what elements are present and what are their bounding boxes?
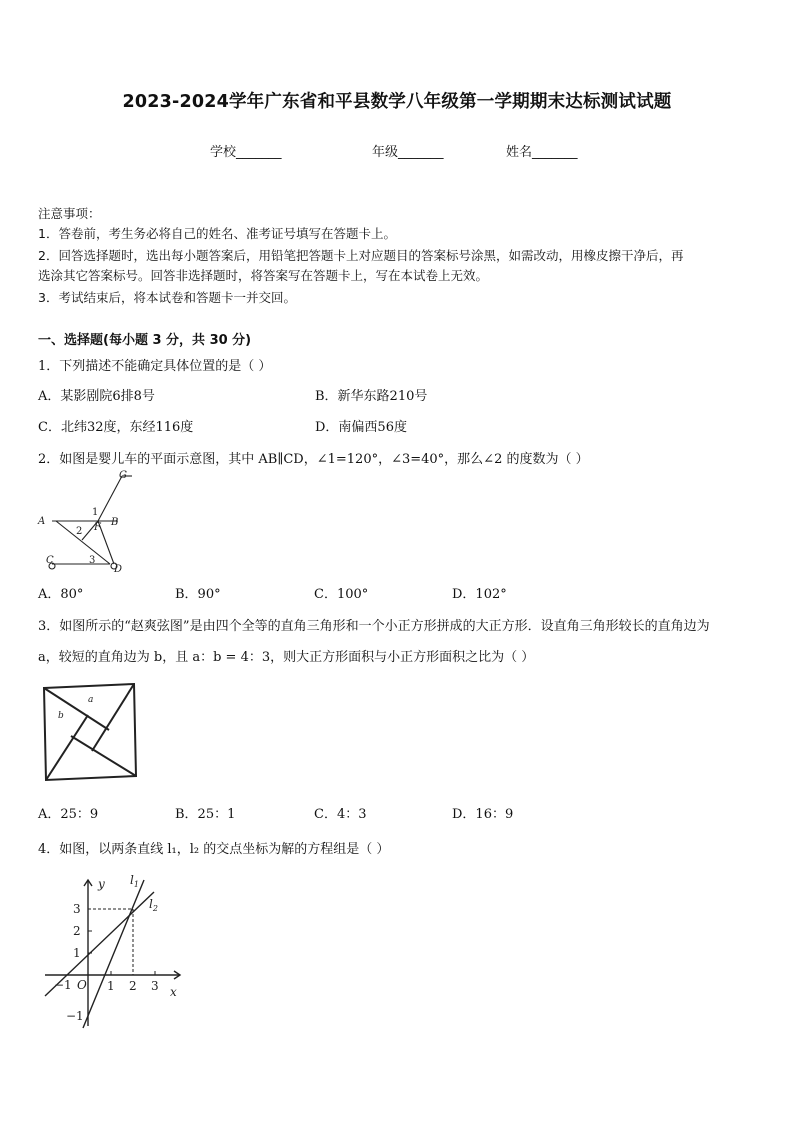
tick-y3: 3 <box>73 902 81 916</box>
tick-x1: 1 <box>107 979 115 993</box>
q2-option-d: D．102° <box>452 587 507 602</box>
q1-option-b: B．新华东路210号 <box>315 389 428 404</box>
label-f: F <box>94 522 101 533</box>
l2-label: $l_2$ <box>149 897 158 913</box>
x-axis-label: x <box>170 985 177 999</box>
angle-3: 3 <box>89 555 96 566</box>
section-heading: 一、选择题(每小题 3 分，共 30 分) <box>38 333 252 348</box>
tick-x2: 2 <box>129 979 137 993</box>
q1-option-d: D．南偏西56度 <box>315 420 407 435</box>
q1-stem: 1．下列描述不能确定具体位置的是（ ） <box>38 359 272 374</box>
tick-yneg1: −1 <box>66 1009 84 1023</box>
label-a: a <box>88 695 94 705</box>
notes-item-2: 2．回答选择题时，选出每小题答案后，用铅笔把答题卡上对应题目的答案标号涂黑，如需改动，用橡皮擦干净后，再 <box>38 248 684 263</box>
q2-stem: 2．如图是婴儿车的平面示意图，其中 AB∥CD，∠1=120°，∠3=40°，那么∠2 的度数为（ ） <box>38 452 589 467</box>
q2-option-b: B．90° <box>175 587 221 602</box>
angle-1: 1 <box>92 507 99 518</box>
q3-option-d: D．16：9 <box>452 807 514 822</box>
label-g: G <box>119 470 127 481</box>
l1-label: $l_1$ <box>130 873 139 889</box>
label-b: B <box>111 517 119 528</box>
page-title: 2023-2024学年广东省和平县数学八年级第一学期期末达标测试试题 <box>122 92 672 112</box>
origin-label: O <box>77 978 87 992</box>
notes-item-1: 1．答卷前，考生务必将自己的姓名、准考证号填写在答题卡上。 <box>38 226 396 241</box>
q3-option-c: C．4：3 <box>314 807 367 822</box>
q2-option-c: C．100° <box>314 587 369 602</box>
coordinate-graph <box>40 868 190 1030</box>
q3-stem-line-2: a，较短的直角边为 b，且 a：b = 4：3，则大正方形面积与小正方形面积之比为（ ） <box>38 650 535 665</box>
tick-x3: 3 <box>151 979 159 993</box>
inner-line-1 <box>44 688 109 730</box>
tick-y2: 2 <box>73 924 81 938</box>
y-axis-label: y <box>98 877 105 891</box>
label-c: C <box>46 555 54 566</box>
q4-stem: 4．如图，以两条直线 l₁，l₂ 的交点坐标为解的方程组是（ ） <box>38 842 390 857</box>
notes-heading: 注意事项： <box>38 206 101 221</box>
q3-option-b: B．25：1 <box>175 807 236 822</box>
name-field: 姓名_______ <box>506 145 578 160</box>
notes-item-3: 3．考试结束后，将本试卷和答题卡一并交回。 <box>38 290 296 305</box>
grade-field: 年级_______ <box>372 145 444 160</box>
stroller-figure <box>34 468 154 578</box>
inner-line-2 <box>92 684 134 751</box>
q1-option-c: C．北纬32度，东经116度 <box>38 420 194 435</box>
notes-item-2-cont: 选涂其它答案标号。回答非选择题时，将答案写在答题卡上，写在本试卷上无效。 <box>38 268 489 283</box>
tick-y1: 1 <box>73 946 81 960</box>
school-field: 学校_______ <box>210 145 282 160</box>
q3-stem-line-1: 3．如图所示的“赵爽弦图”是由四个全等的直角三角形和一个小正方形拼成的大正方形．设直角三角形较长的直角边为 <box>38 619 710 634</box>
zhao-shuang-figure <box>38 680 142 786</box>
q1-option-a: A．某影剧院6排8号 <box>38 389 155 404</box>
diagonal-line <box>56 521 110 564</box>
q2-option-a: A．80° <box>38 587 84 602</box>
q3-option-a: A．25：9 <box>38 807 99 822</box>
inner-line-4 <box>46 715 88 780</box>
angle-2: 2 <box>76 526 83 537</box>
line-l1 <box>83 880 144 1028</box>
label-a: A <box>38 516 46 527</box>
label-d: D <box>114 564 123 575</box>
tick-xneg1: −1 <box>54 978 72 992</box>
label-b: b <box>58 711 64 721</box>
inner-line-3 <box>71 736 136 776</box>
handle-line <box>98 476 122 521</box>
